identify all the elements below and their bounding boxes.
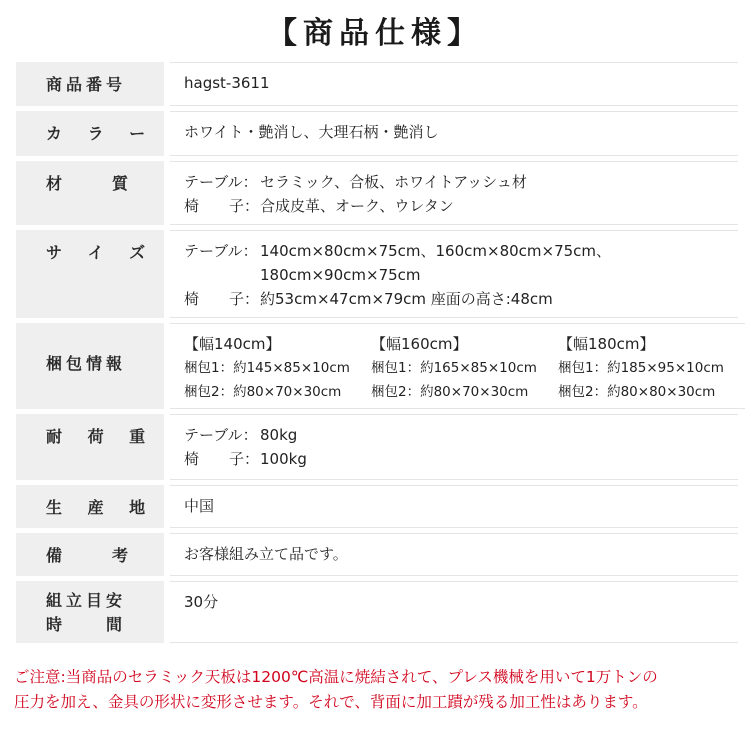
spec-row-packing — [16, 323, 738, 409]
spec-value: hagst-3611 — [170, 62, 738, 106]
spec-value: 中国 — [170, 485, 738, 528]
packing-line: 梱包1：約165×85×10cm — [371, 360, 537, 376]
spec-text: 合成皮革、オーク、ウレタン — [260, 197, 454, 215]
spec-key: テーブル： — [184, 426, 258, 444]
spec-label: 耐 荷 重 — [16, 414, 164, 480]
spec-label-line: 組立目安 — [46, 591, 127, 610]
notice-line: ご注意:当商品のセラミック天板は1200℃高温に焼結されて、プレス機械を用いて1万トンの — [14, 668, 658, 686]
packing-line: 梱包2：約80×70×30cm — [184, 384, 342, 400]
spec-row-assembly — [16, 581, 738, 643]
spec-row-size — [16, 230, 738, 318]
spec-text: 180cm×90cm×75cm — [260, 266, 421, 284]
spec-value — [170, 161, 738, 225]
packing-line: 梱包2：約80×70×30cm — [371, 384, 529, 400]
spec-table — [16, 62, 738, 648]
packing-column — [558, 332, 745, 404]
spec-value — [170, 414, 738, 480]
spec-text: 約53cm×47cm×79cm 座面の高さ:48cm — [260, 290, 553, 308]
spec-key: 椅 子： — [184, 290, 260, 308]
spec-text: 80kg — [260, 426, 298, 444]
spec-label: カ ラ ー — [16, 111, 164, 156]
spec-row-remarks — [16, 533, 738, 576]
spec-label: 材 質 — [16, 161, 164, 225]
spec-label: サ イ ズ — [16, 230, 164, 318]
packing-heading: 【幅160cm】 — [371, 335, 468, 353]
packing-column — [371, 332, 558, 404]
packing-line: 梱包2：約80×80×30cm — [558, 384, 716, 400]
spec-key: テーブル： — [184, 173, 258, 191]
page-title: 【商品仕様】 — [267, 16, 483, 51]
packing-line: 梱包1：約185×95×10cm — [558, 360, 724, 376]
spec-label: 商品番号 — [16, 62, 164, 106]
packing-column — [184, 332, 371, 404]
spec-label — [16, 581, 164, 643]
spec-key: テーブル： — [184, 242, 258, 260]
packing-grid — [184, 332, 745, 404]
packing-heading: 【幅140cm】 — [184, 335, 281, 353]
packing-heading: 【幅180cm】 — [558, 335, 655, 353]
spec-label: 梱包情報 — [16, 323, 164, 409]
spec-key: 椅 子： — [184, 197, 260, 215]
spec-text: 140cm×80cm×75cm、160cm×80cm×75cm、 — [260, 242, 612, 260]
packing-line: 梱包1：約145×85×10cm — [184, 360, 350, 376]
notice-text — [14, 665, 744, 715]
spec-label: 生 産 地 — [16, 485, 164, 528]
spec-row-material — [16, 161, 738, 225]
spec-row-color — [16, 111, 738, 156]
spec-value — [170, 323, 745, 409]
spec-text: 100kg — [260, 450, 307, 468]
notice-line: 圧力を加え、金具の形状に変形させます。それで、背面に加工蹟が残る加工性はあります。 — [14, 693, 648, 711]
spec-row-product-no — [16, 62, 738, 106]
spec-row-load — [16, 414, 738, 480]
spec-label-line: 時 間 — [46, 615, 127, 634]
spec-value: 30分 — [170, 581, 738, 643]
spec-label: 備 考 — [16, 533, 164, 576]
spec-value — [170, 230, 738, 318]
spec-value: ホワイト・艶消し、大理石柄・艶消し — [170, 111, 738, 156]
spec-key: 椅 子： — [184, 450, 260, 468]
spec-value: お客様組み立て品です。 — [170, 533, 738, 576]
spec-text: セラミック、合板、ホワイトアッシュ材 — [260, 173, 527, 191]
spec-row-origin — [16, 485, 738, 528]
